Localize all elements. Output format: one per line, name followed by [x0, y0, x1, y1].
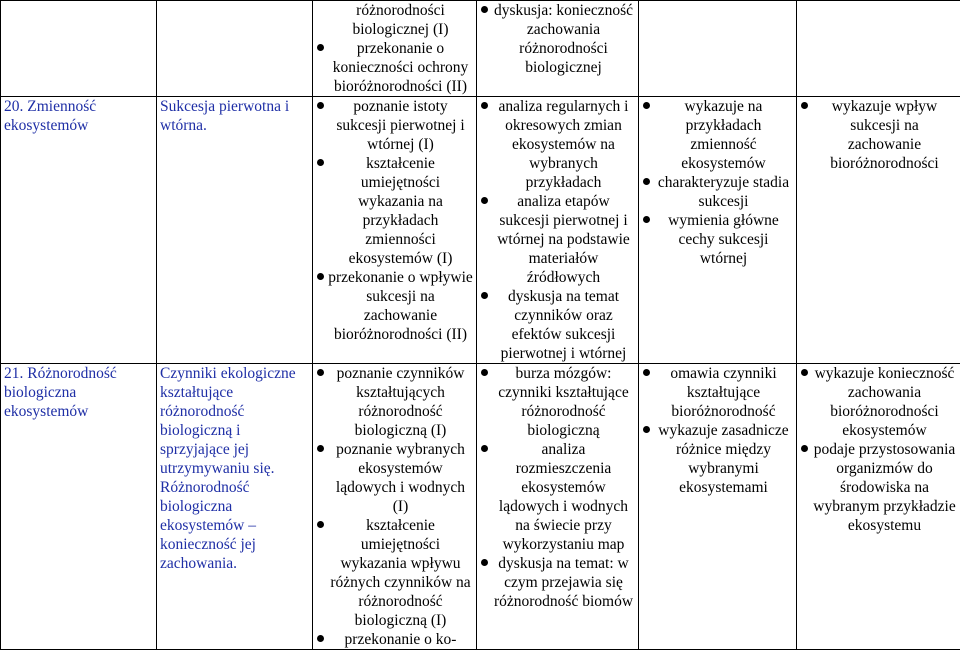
method-item: analiza regularnych i okresowych zmian ekosystemów na wybranych przykładach	[480, 97, 635, 192]
table-row-lesson-21	[1, 364, 960, 650]
table-row-continuation	[1, 1, 960, 97]
cell-goals	[313, 97, 477, 364]
goal-item: poznanie czynników kształtujących różnorodność biologiczną (I)	[316, 364, 473, 440]
cell-extended-empty	[797, 1, 960, 97]
content-text: Czynniki ekologiczne kształtujące różnorodność biologiczną i sprzyjające jej utrzymywaniu się. Różnorodność biologiczna ekosystemów – konieczność jej zachowania.	[160, 364, 309, 573]
cell-extended-requirements	[797, 97, 960, 364]
requirement-item: wymienia główne cechy sukcesji wtórnej	[642, 211, 793, 268]
goal-item: przekonanie o ko-	[316, 630, 473, 649]
requirement-item: wykazuje na przykładach zmienność ekosystemów	[642, 97, 793, 173]
requirement-item: wykazuje zasadnicze różnice między wybranymi ekosystemami	[642, 421, 793, 497]
cell-content-empty	[157, 1, 313, 97]
method-item: dyskusja na temat czynników oraz efektów sukcesji pierwotnej i wtórnej	[480, 287, 635, 363]
cell-goals-continued	[313, 1, 477, 97]
cell-goals	[313, 364, 477, 650]
cell-methods-continued	[477, 1, 639, 97]
requirement-item: wykazuje wpływ sukcesji na zachowanie bioróżnorodności	[800, 97, 957, 173]
goal-item: poznanie istoty sukcesji pierwotnej i wtórnej (I)	[316, 97, 473, 154]
cell-basic-empty	[639, 1, 797, 97]
goal-item: kształcenie umiejętności wykazania na przykładach zmienności ekosystemów (I)	[316, 154, 473, 268]
requirement-item: omawia czynniki kształtujące bioróżnorodność	[642, 364, 793, 421]
goal-item: poznanie wybranych ekosystemów lądowych i wodnych (I)	[316, 440, 473, 516]
content-text: Sukcesja pierwotna i wtórna.	[160, 97, 309, 135]
goal-item: przekonanie o wpływie sukcesji na zachowanie bioróżnorodności (II)	[316, 268, 473, 344]
method-item: analiza rozmieszczenia ekosystemów lądowych i wodnych na świecie przy wykorzystaniu map	[480, 440, 635, 554]
requirement-item: wykazuje konieczność zachowania bioróżnorodności ekosystemów	[800, 364, 957, 440]
method-item: dyskusja na temat: w czym przejawia się różnorodność biomów	[480, 554, 635, 611]
topic-title: 20. Zmienność ekosystemów	[4, 97, 153, 135]
cell-extended-requirements	[797, 364, 960, 650]
cell-methods	[477, 364, 639, 650]
cell-basic-requirements	[639, 364, 797, 650]
method-item: dyskusja: konieczność zachowania różnorodności biologicznej	[480, 1, 635, 77]
cell-content	[157, 364, 313, 650]
cell-topic	[1, 364, 157, 650]
cell-topic-empty	[1, 1, 157, 97]
cell-content	[157, 97, 313, 364]
method-item: analiza etapów sukcesji pierwotnej i wtórnej na podstawie materiałów źródłowych	[480, 192, 635, 287]
cell-basic-requirements	[639, 97, 797, 364]
goal-item: kształcenie umiejętności wykazania wpływu różnych czynników na różnorodność biologiczną (I)	[316, 516, 473, 630]
goal-item: przekonanie o konieczności ochrony bioróżnorodności (II)	[316, 39, 473, 96]
topic-title: 21. Różnorodność biologiczna ekosystemów	[4, 364, 153, 421]
table-row-lesson-20	[1, 97, 960, 364]
requirement-item: podaje przystosowania organizmów do środowiska na wybranym przykładzie ekosystemu	[800, 440, 957, 535]
goal-item: różnorodności biologicznej (I)	[316, 1, 473, 39]
cell-methods	[477, 97, 639, 364]
cell-topic	[1, 97, 157, 364]
method-item: burza mózgów: czynniki kształtujące różnorodność biologiczną	[480, 364, 635, 440]
requirement-item: charakteryzuje stadia sukcesji	[642, 173, 793, 211]
